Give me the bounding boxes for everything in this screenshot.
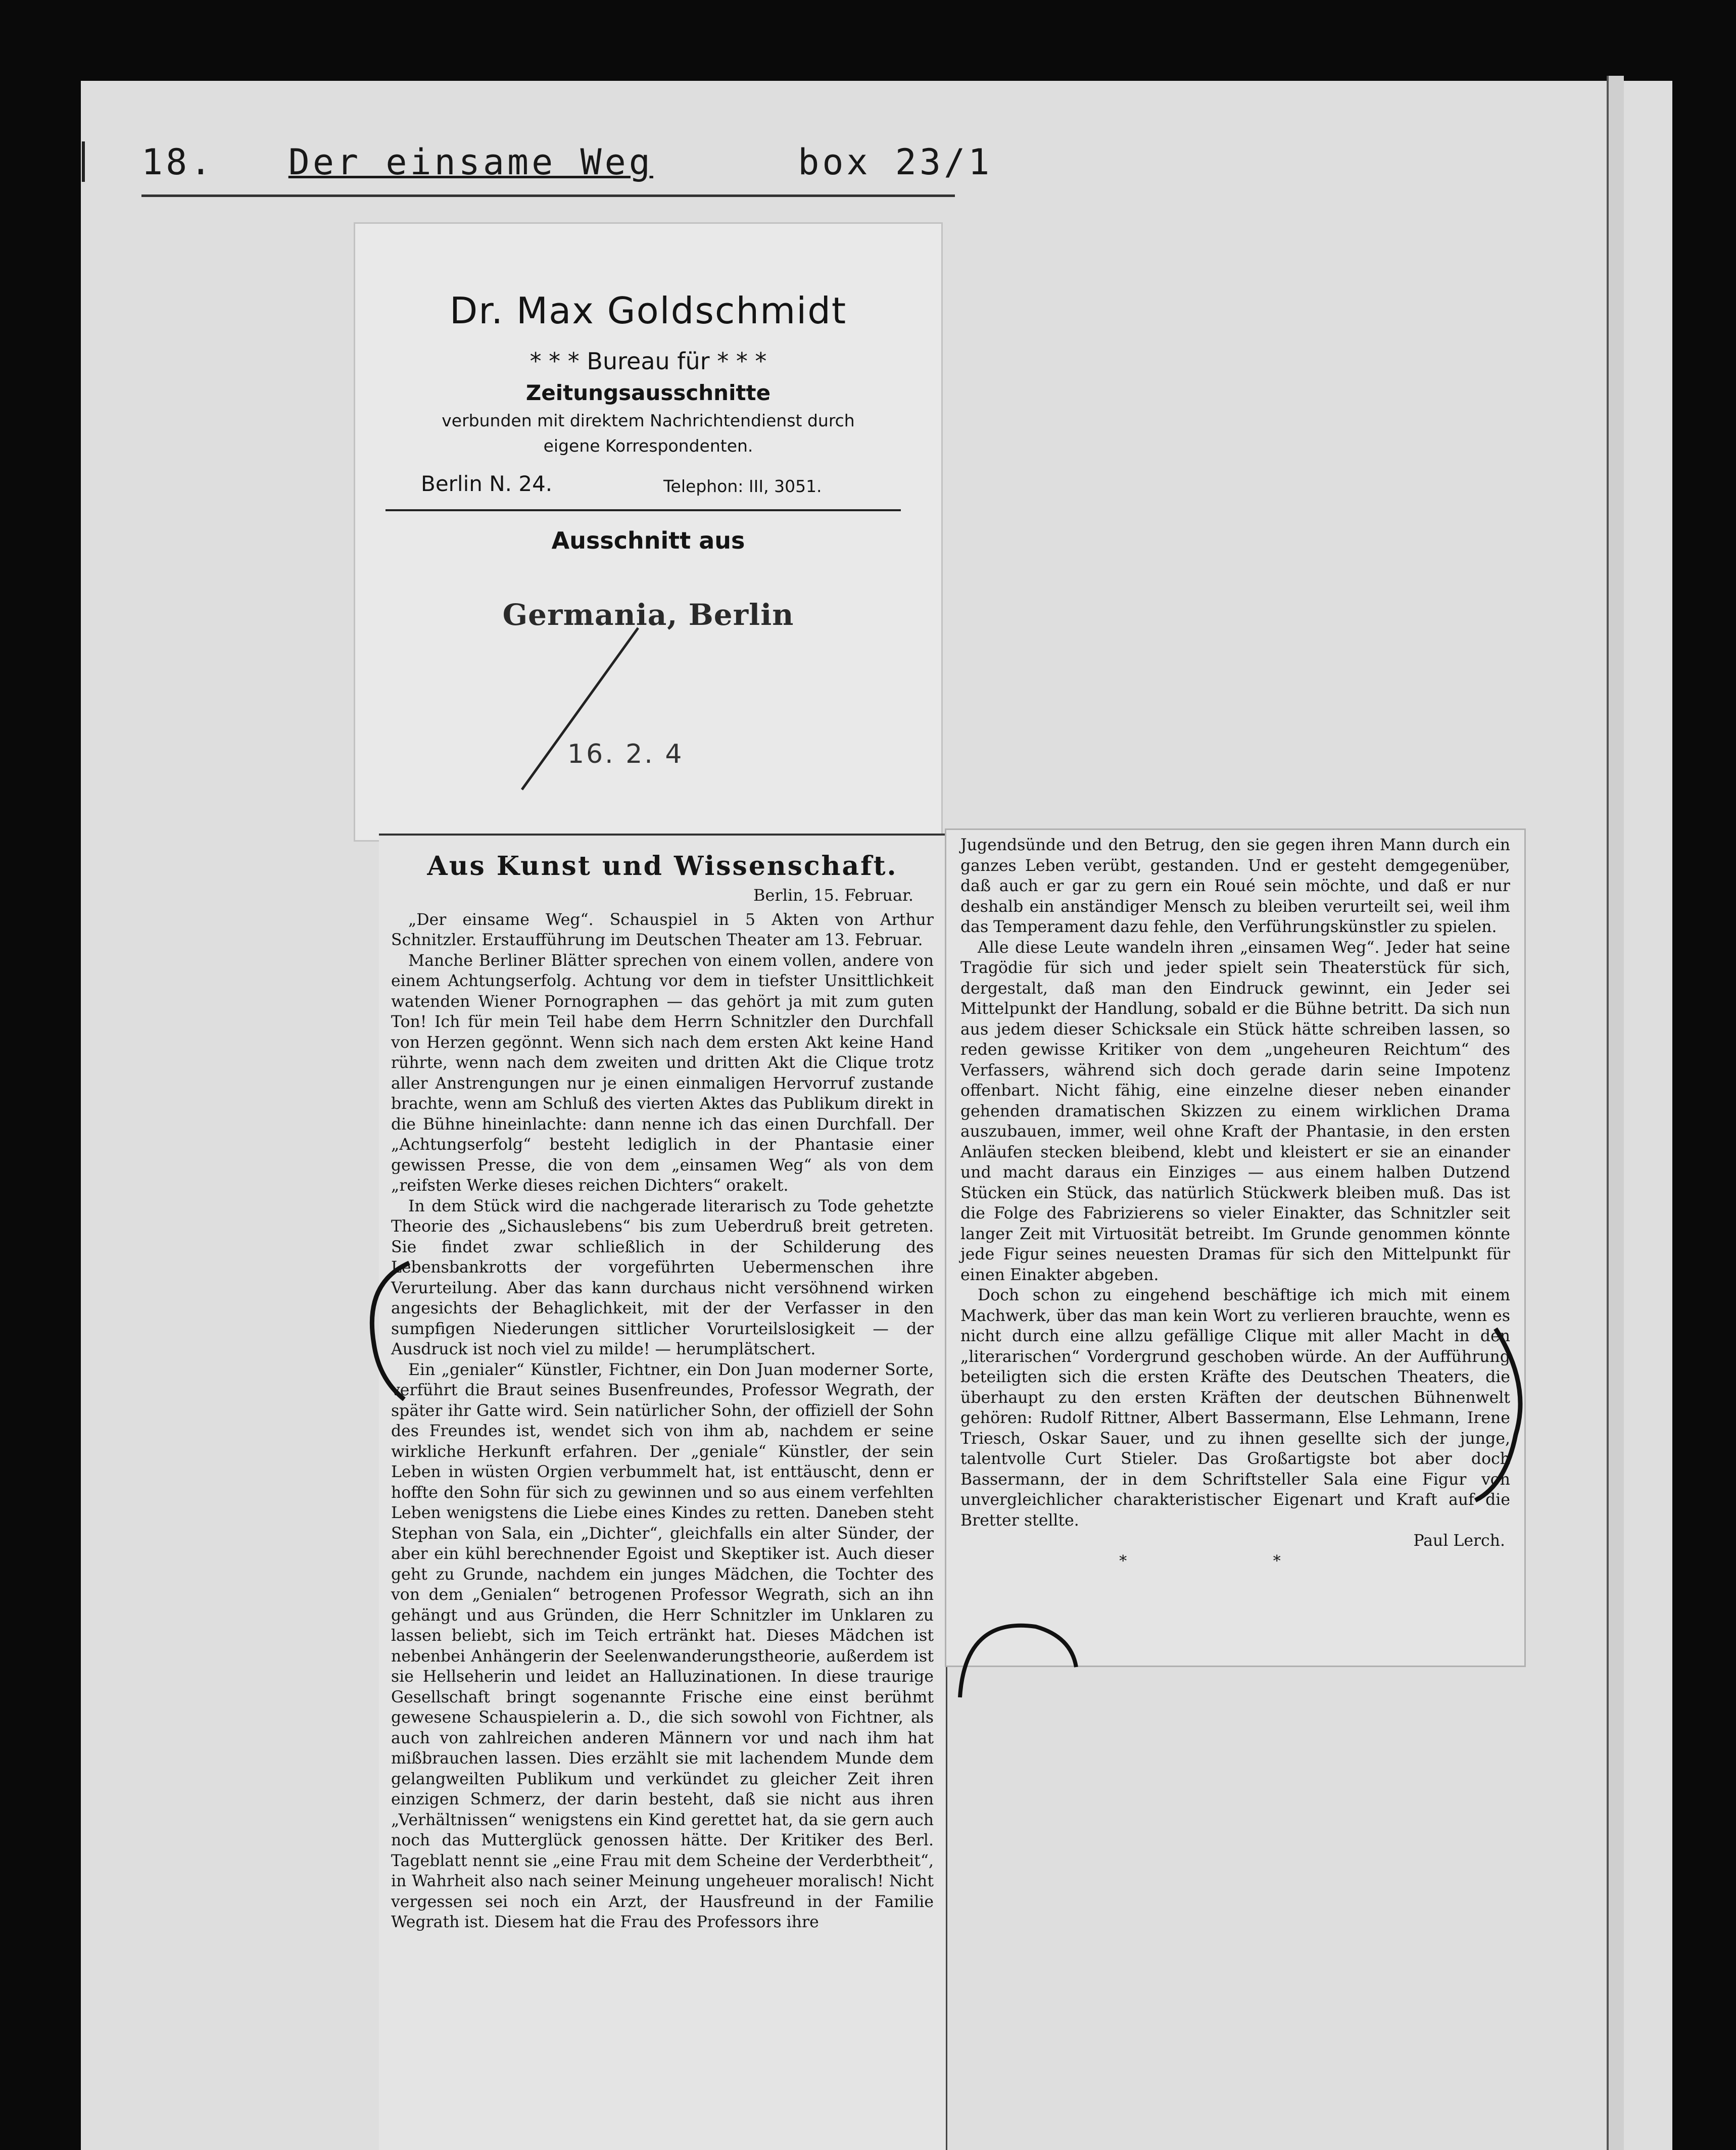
right-paragraph: Alle diese Leute wandeln ihren „einsamen Weg“. Jeder hat seine Tragödie für sich und jeder spielt sein Theaterstück für sich, dergestalt, daß man den Eindruck gewinnt, ein Jeder sei Mittelpunkt der Handlung, sobald er die Bühne betritt. Da sich nun aus jedem dieser Schicksale ein Stück hätte schreiben lassen, so reden gewisse Kritiker von dem „ungeheuren Reichtum“ des Verfassers, während sich doch gerade darin seine Impotenz offenbart. Nicht fähig, eine einzelne dieser neben einander gehenden dramatischen Skizzen zu einem wirklichen Drama auszubauen, immer, weil ohne Kraft der Phantasie, in den ersten Anläufen stecken bleibend, klebt und kleistert er sie an einander und macht daraus ein Einziges — aus einem halben Dutzend Stücken ein Stück, das natürlich Stückwerk bleiben muß. Das ist die Folge des Fabrizierens so vieler Einakter, das Schnitzler seit langer Zeit mit Virtuosität betreibt. Im Grunde genommen könnte jede Figur seines neuesten Dramas für sich den Mittelpunkt für einen Einakter abgeben.	[960, 938, 1510, 1284]
service-line-2: eigene Korrespondenten.	[543, 436, 753, 456]
article-dateline: Berlin, 15. Februar.	[753, 886, 913, 905]
header-rule	[141, 194, 955, 197]
sheet-edge	[1607, 76, 1624, 2150]
ink-bracket-mark-right	[1465, 1324, 1531, 1505]
left-paragraph: „Der einsame Weg“. Schauspiel in 5 Akten von Arthur Schnitzler. Erstaufführung im Deutschen Theater am 13. Februar.	[391, 910, 934, 949]
service-line-1: verbunden mit direktem Nachrichtendienst durch	[442, 411, 855, 430]
letterhead-clipping	[354, 222, 943, 842]
service-label: Zeitungsausschnitte	[525, 380, 771, 405]
source-stamp: Germania, Berlin	[502, 598, 794, 632]
ink-bracket-mark-left	[354, 1253, 414, 1404]
header-box: box 23/1	[798, 141, 993, 183]
pen-stroke-mark	[355, 224, 941, 840]
header-title: Der einsame Weg	[288, 141, 653, 183]
date-stamp: 16. 2. 4	[567, 739, 684, 769]
margin-mark	[82, 141, 85, 182]
article-signature: Paul Lerch.	[1413, 1532, 1505, 1550]
archive-header	[141, 141, 993, 187]
bureau-address: Berlin N. 24.	[421, 471, 553, 496]
bureau-telephone: Telephon: III, 3051.	[663, 476, 822, 496]
article-heading: Aus Kunst und Wissenschaft.	[427, 851, 898, 882]
right-paragraph: Jugendsünde und den Betrug, den sie gegen ihren Mann durch ein ganzes Leben verübt, gestanden. Und er gesteht demgegenüber, daß auch er gar zu gern ein Roué sein möchte, und daß er nur deshalb ein anständiger Mensch zu bleiben verurteilt sei, weil ihm das Temperament dazu fehle, den Verführungskünstler zu spielen.	[960, 836, 1510, 936]
article-column-left	[379, 834, 947, 2150]
article-column-right	[945, 828, 1526, 1667]
bureau-label: * * * Bureau für * * *	[529, 348, 767, 375]
left-paragraph: In dem Stück wird die nachgerade literarisch zu Tode gehetzte Theorie des „Sichauslebens“ bis zum Ueberdruß breit getreten. Sie findet zwar schließlich in der Schilderung des Lebensbankrotts der vorgeführten Uebermenschen ihre Verurteilung. Aber das kann durchaus nicht versöhnend wirken angesichts der Behaglichkeit, mit der der Verfasser in den sumpfigen Niederungen sittlicher Vorurteilslosigkeit — der Ausdruck ist noch viel zu milde! — herumplätschert.	[391, 1197, 934, 1358]
left-paragraph: Manche Berliner Blätter sprechen von einem vollen, andere von einem Achtungserfolg. Achtung vor dem in tiefster Unsittlichkeit watenden Wiener Pornographen — das gehört ja mit zum guten Ton! Ich für mein Teil habe dem Herrn Schnitzler den Durchfall von Herzen gegönnt. Wenn sich nach dem ersten Akt keine Hand rührte, wenn nach dem zweiten und dritten Akt die Clique trotz aller Anstrengungen nur je einen einmaligen Hervorruf zustande brachte, wenn am Schluß des vierten Aktes das Publikum direkt in die Bühne hineinlachte: dann nenne ich das einen Durchfall. Der „Achtungserfolg“ besteht lediglich in der Phantasie einer gewissen Presse, die von dem „einsamen Weg“ als von dem „reifsten Werke dieses reichen Dichters“ orakelt.	[391, 951, 934, 1195]
clipping-from-label: Ausschnitt aus	[551, 527, 745, 554]
bureau-owner-name: Dr. Max Goldschmidt	[449, 289, 847, 332]
right-paragraph: Doch schon zu eingehend beschäftige ich mich mit einem Machwerk, über das man kein Wort zu verlieren brauchte, wenn es nicht durch eine allzu gefällige Clique mit aller Macht in den „literarischen“ Vordergrund geschoben würde. An der Aufführung beteiligten sich die ersten Kräfte des Deutschen Theaters, die überhaupt zu den ersten Kräften der deutschen Bühnenwelt gehören: Rudolf Rittner, Albert Bassermann, Else Lehmann, Irene Triesch, Oskar Sauer, und zu ihnen gesellte sich der junge, talentvolle Curt Stieler. Das Großartigste bot aber doch Bassermann, der in dem Schriftsteller Sala eine Figur von unvergleichlicher charakteristischer Eigenart und Kraft auf die Bretter stellte.	[960, 1286, 1510, 1530]
ink-curve-mark	[945, 1596, 1096, 1707]
header-number: 18.	[141, 141, 215, 183]
left-paragraph: Ein „genialer“ Künstler, Fichtner, ein Don Juan moderner Sorte, verführt die Braut seines Busenfreundes, Professor Wegrath, der später ihr Gatte wird. Sein natürlicher Sohn, der offiziell der Sohn des Freundes ist, wendet sich von ihm ab, nachdem er seine wirkliche Herkunft erfahren. Der „geniale“ Künstler, der sein Leben in wüsten Orgien verbummelt hat, ist enttäuscht, denn er hoffte den Sohn für sich zu gewinnen und so aus einem verfehlten Leben wenigstens die Liebe eines Kindes zu retten. Daneben steht Stephan von Sala, ein „Dichter“, gleichfalls ein alter Sünder, der aber ein kühl berechnender Egoist und Skeptiker ist. Auch dieser geht zu Grunde, nachdem ein junges Mädchen, die Tochter des von dem „Genialen“ betrogenen Professor Wegrath, sich an ihn gehängt und aus Gründen, die Herr Schnitzler im Unklaren zu lassen beliebt, sich im Teich ertränkt hat. Dieses Mädchen ist nebenbei Anhängerin der Seelenwanderungstheorie, außerdem ist sie Hellseherin und leidet an Halluzinationen. In diese traurige Gesellschaft bringt sogenannte Frische eine einst berühmt gewesene Schauspielerin a. D., die sich sowohl von Fichtner, als auch von zahlreichen anderen Männern vor und nach ihm hat mißbrauchen lassen. Dies erzählt sie mit lachendem Munde dem gelangweilten Publikum und verkündet zu gleicher Zeit ihren einzigen Schmerz, der darin besteht, daß sie nicht aus ihren „Verhältnissen“ wenigstens ein Kind gerettet hat, da sie gern auch noch das Mutterglück genossen hätte. Der Kritiker des Berl. Tageblatt nennt sie „eine Frau mit dem Scheine der Verderbtheit“, in Wahrheit also nach seiner Meinung ungeheuer moralisch! Nicht vergessen sei noch ein Arzt, der Hausfreund in der Familie Wegrath ist. Diesem hat die Frau des Professors ihre	[391, 1360, 934, 1931]
closing-stars: * *	[1119, 1552, 1352, 1570]
